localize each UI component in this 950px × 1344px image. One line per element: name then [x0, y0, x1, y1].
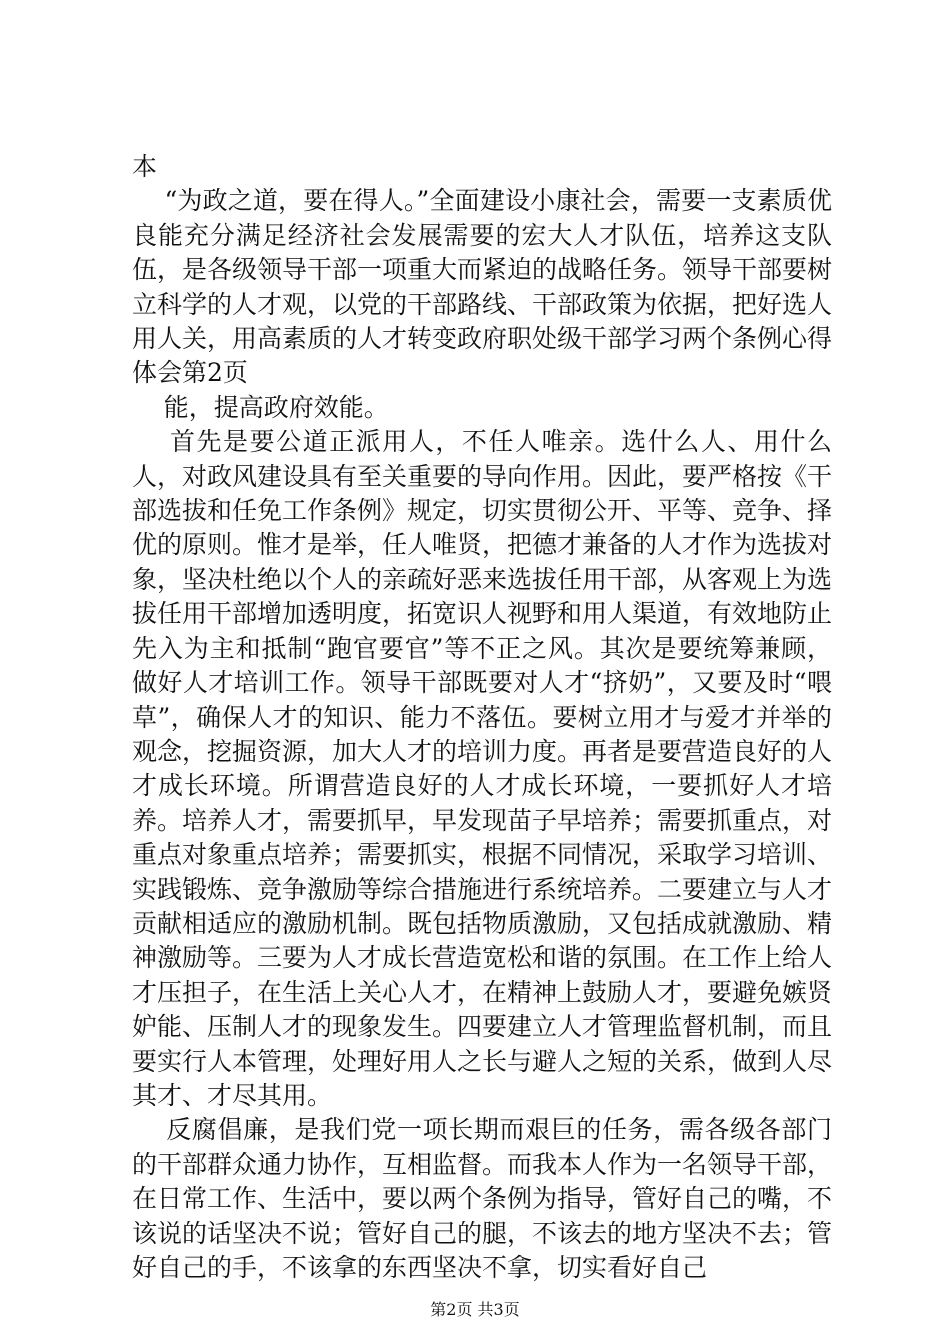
paragraph-fair-appointment: 首先是要公道正派用人，不任人唯亲。选什么人、用什么人，对政风建设具有至关重要的导向作用。因此，要严格按《干部选拔和任免工作条例》规定，切实贯彻公开、平等、竞争、择优的原则。惟才是举，任人唯贤，把德才兼备的人才作为选拔对象，坚决杜绝以个人的亲疏好恶来选拔任用干部，从客观上为选拔任用干部增加透明度，拓宽识人视野和用人渠道，有效地防止先入为主和抵制“跑官要官”等不正之风。其次是要统筹兼顾，做好人才培训工作。领导干部既要对人才“挤奶”，又要及时“喂草”，确保人才的知识、能力不落伍。要树立用才与爱才并举的观念，挖掘资源，加大人才的培训力度。再者是要营造良好的人才成长环境。所谓营造良好的人才成长环境，一要抓好人才培养。培养人才，需要抓早，早发现苗子早培养；需要抓重点，对重点对象重点培养；需要抓实，根据不同情况，采取学习培训、实践锻炼、竞争激励等综合措施进行系统培养。二要建立与人才贡献相适应的激励机制。既包括物质激励，又包括成就激励、精神激励等。三要为人才成长营造宽松和谐的氛围。在工作上给人才压担子，在生活上关心人才，在精神上鼓励人才，要避免嫉贤妒能、压制人才的现象发生。四要建立人才管理监督机制，而且要实行人本管理，处理好用人之长与避人之短的关系，做到人尽其才、才尽其用。: [132, 427, 833, 1110]
paragraph-anti-corruption: 反腐倡廉，是我们党一项长期而艰巨的任务，需各级各部门的干部群众通力协作，互相监督。而我本人作为一名领导干部，在日常工作、生活中，要以两个条例为指导，管好自己的嘴，不该说的话坚决不说；管好自己的腿，不该去的地方坚决不去；管好自己的手，不该拿的东西坚决不拿，切实看好自己: [132, 1115, 833, 1282]
paragraph-efficiency: 能，提高政府效能。: [132, 392, 389, 422]
paragraph-talent-selection: “为政之道，要在得人。”全面建设小康社会，需要一支素质优良能充分满足经济社会发展需要的宏大人才队伍，培养这支队伍，是各级领导干部一项重大而紧迫的战略任务。领导干部要树立科学的人才观，以党的干部路线、干部政策为依据，把好选人用人关，用高素质的人才转变政府职处级干部学习两个条例心得体会第2页: [132, 186, 833, 388]
paragraph-fragment-start: 本: [132, 152, 158, 181]
document-body: [132, 150, 832, 1285]
page-footer: 第2页 共3页: [430, 1300, 520, 1319]
